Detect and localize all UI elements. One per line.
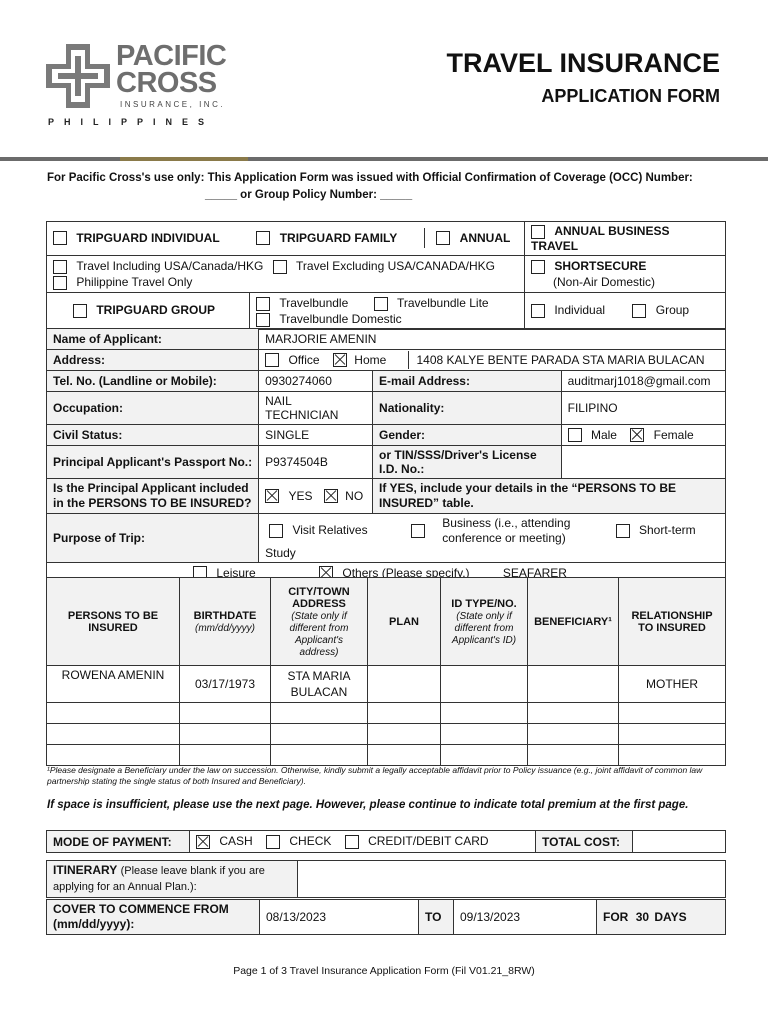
home-checkbox[interactable] (333, 353, 347, 367)
excl-usa-label: Travel Excluding USA/CANADA/HKG (296, 258, 495, 273)
address-label: Address: (47, 350, 259, 371)
col-birthdate-note: (mm/dd/yyyy) (195, 622, 255, 634)
tripguard-group-checkbox[interactable] (73, 304, 87, 318)
no-label: NO (345, 488, 364, 503)
tripguard-family-checkbox[interactable] (256, 231, 270, 245)
individual-group-cell (525, 292, 726, 329)
tripguard-family-label: TRIPGUARD FAMILY (279, 230, 398, 245)
cash-label: CASH (219, 834, 253, 849)
visit-relatives-checkbox[interactable] (269, 524, 283, 538)
short-term-study-label: Short-term Study (265, 523, 696, 560)
name-label: Name of Applicant: (47, 329, 259, 350)
civil-status-field[interactable]: SINGLE (259, 425, 373, 446)
purpose-label: Purpose of Trip: (47, 514, 259, 563)
email-label: E-mail Address: (373, 371, 562, 392)
annual-business-checkbox[interactable] (531, 225, 545, 239)
email-field[interactable]: auditmarj1018@gmail.com (561, 371, 725, 392)
yes-checkbox[interactable] (265, 489, 279, 503)
col-city-note: (State only if different from Applicant's address) (289, 610, 349, 658)
annual-business-cell (525, 222, 726, 256)
card-checkbox[interactable] (345, 835, 359, 849)
check-checkbox[interactable] (266, 835, 280, 849)
table-row (47, 703, 726, 724)
col-relationship: RELATIONSHIP TO INSURED (631, 609, 713, 634)
annual-checkbox[interactable] (436, 231, 450, 245)
occupation-label: Occupation: (47, 392, 259, 425)
civil-status-label: Civil Status: (47, 425, 259, 446)
check-label: CHECK (289, 834, 332, 849)
col-persons: PERSONS TO BE INSURED (67, 609, 159, 634)
shortsecure-label: SHORTSECURE (554, 258, 647, 273)
address-field[interactable]: 1408 KALYE BENTE PARADA STA MARIA BULACAN (416, 352, 705, 367)
col-plan: PLAN (389, 615, 419, 628)
table-row (47, 666, 726, 703)
incl-usa-checkbox[interactable] (53, 260, 67, 274)
header-rule (0, 157, 768, 161)
header-rule-accent (120, 157, 248, 161)
payment-table (46, 830, 726, 853)
form-subtitle: APPLICATION FORM (541, 86, 720, 106)
cover-from-field[interactable]: 08/13/2023 (260, 900, 419, 935)
days-field[interactable]: 30 (635, 910, 650, 924)
female-checkbox[interactable] (630, 428, 644, 442)
itinerary-field[interactable] (298, 861, 726, 898)
tel-field[interactable]: 0930274060 (259, 371, 373, 392)
brand-name-2: CROSS (116, 67, 217, 99)
nationality-label: Nationality: (373, 392, 562, 425)
excl-usa-checkbox[interactable] (273, 260, 287, 274)
others-label: Others (Please specify.) (342, 565, 470, 580)
gender-cell (561, 425, 725, 446)
col-id: ID TYPE/NO. (451, 597, 517, 610)
cover-label: COVER TO COMMENCE FROM (mm/dd/yyyy): (47, 900, 260, 935)
for-label: FOR (603, 910, 629, 924)
space-note: If space is insufficient, please use the next page. However, please continue to indicate total premium at the first page. (47, 799, 689, 811)
individual-checkbox[interactable] (531, 304, 545, 318)
plan-row-2 (47, 255, 525, 292)
plan-row-1 (47, 222, 525, 256)
no-checkbox[interactable] (324, 489, 338, 503)
shortsecure-checkbox[interactable] (531, 260, 545, 274)
row-name[interactable]: ROWENA AMENIN (47, 666, 180, 703)
plan-table (46, 221, 726, 330)
tripguard-group-label: TRIPGUARD GROUP (96, 303, 216, 318)
itinerary-note: (Please leave blank if you are applying for an Annual Plan.): (53, 865, 265, 893)
cover-table (46, 899, 726, 935)
itinerary-label: ITINERARY (53, 863, 118, 877)
company-logo (46, 42, 251, 132)
shortsecure-cell (525, 255, 726, 292)
included-note: If YES, include your details in the “PERSONS TO BE INSURED” table. (373, 479, 726, 514)
nationality-field[interactable]: FILIPINO (561, 392, 725, 425)
cash-checkbox[interactable] (196, 835, 210, 849)
business-checkbox[interactable] (411, 524, 425, 538)
table-row (47, 724, 726, 745)
cover-to-label: TO (419, 900, 454, 935)
tripguard-group-cell (47, 292, 250, 329)
office-use-line2: _____ or Group Policy Number: _____ (205, 189, 413, 201)
row-city[interactable]: STA MARIA BULACAN (271, 666, 368, 703)
insured-table (46, 577, 726, 766)
leisure-label: Leisure (216, 565, 256, 580)
brand-country: PHILIPPINES (48, 117, 215, 127)
annual-business-label: ANNUAL BUSINESS TRAVEL (531, 224, 670, 253)
tin-label: or TIN/SSS/Driver's License I.D. No.: (373, 446, 562, 479)
home-label: Home (354, 352, 387, 367)
incl-usa-label: Travel Including USA/Canada/HKG (76, 258, 264, 273)
purpose-options (259, 514, 726, 563)
total-cost-field[interactable] (633, 831, 726, 853)
travelbundle-cell (250, 292, 525, 329)
tripguard-individual-checkbox[interactable] (53, 231, 67, 245)
payment-options (190, 831, 536, 853)
applicant-name-field[interactable]: MARJORIE AMENIN (259, 329, 726, 350)
occupation-field[interactable]: NAIL TECHNICIAN (259, 392, 373, 425)
brand-name-1: PACIFIC (116, 40, 227, 72)
travelbundle-domestic-checkbox[interactable] (256, 313, 270, 327)
gender-label: Gender: (373, 425, 562, 446)
passport-field[interactable]: P9374504B (259, 446, 373, 479)
travelbundle-label: Travelbundle (279, 295, 349, 310)
male-checkbox[interactable] (568, 428, 582, 442)
passport-label: Principal Applicant's Passport No.: (47, 446, 259, 479)
office-label: Office (288, 352, 320, 367)
included-question: Is the Principal Applicant included in the PERSONS TO BE INSURED? (47, 479, 259, 514)
office-checkbox[interactable] (265, 353, 279, 367)
cover-days-cell (597, 900, 726, 935)
payment-label: MODE OF PAYMENT: (47, 831, 190, 853)
tel-label: Tel. No. (Landline or Mobile): (47, 371, 259, 392)
tripguard-individual-label: TRIPGUARD INDIVIDUAL (76, 230, 220, 245)
total-cost-label: TOTAL COST: (536, 831, 633, 853)
col-birthdate: BIRTHDATE (193, 609, 257, 622)
non-air-label: (Non-Air Domestic) (553, 274, 656, 289)
form-title: TRAVEL INSURANCE (446, 48, 720, 78)
individual-label: Individual (554, 303, 606, 318)
table-row (47, 745, 726, 766)
tin-field[interactable] (561, 446, 725, 479)
travelbundle-checkbox[interactable] (256, 297, 270, 311)
col-city: CITY/TOWN ADDRESS (288, 585, 350, 610)
group-checkbox[interactable] (632, 304, 646, 318)
female-label: Female (653, 427, 694, 442)
travelbundle-domestic-label: Travelbundle Domestic (279, 311, 402, 326)
col-beneficiary: BENEFICIARY¹ (534, 615, 612, 628)
row-birthdate[interactable]: 03/17/1973 (180, 666, 271, 703)
visit-relatives-label: Visit Relatives (292, 523, 368, 538)
business-label: Business (i.e., attending conference or meeting) (442, 516, 571, 545)
office-use-line1: For Pacific Cross's use only: This Application Form was issued with Official Confirmation of Coverage (OCC) Number: (47, 172, 693, 184)
row-relationship[interactable]: MOTHER (619, 666, 726, 703)
short-term-study-checkbox[interactable] (616, 524, 630, 538)
ph-only-checkbox[interactable] (53, 276, 67, 290)
brand-sub: INSURANCE, INC. (120, 100, 226, 109)
row-id[interactable] (441, 666, 528, 703)
male-label: Male (590, 427, 617, 442)
applicant-table (46, 328, 726, 584)
cross-logo-icon (46, 44, 110, 108)
card-label: CREDIT/DEBIT CARD (368, 834, 489, 849)
row-beneficiary[interactable] (528, 666, 619, 703)
others-value[interactable]: SEAFARER (502, 565, 567, 580)
itinerary-label-cell (47, 861, 298, 898)
yes-label: YES (288, 488, 313, 503)
group-label: Group (655, 303, 690, 318)
cover-to-field[interactable]: 09/13/2023 (454, 900, 597, 935)
included-answers (259, 479, 373, 514)
row-plan[interactable] (368, 666, 441, 703)
days-label: DAYS (654, 910, 687, 924)
travelbundle-lite-label: Travelbundle Lite (396, 295, 489, 310)
annual-label: ANNUAL (459, 230, 511, 245)
travelbundle-lite-checkbox[interactable] (374, 297, 388, 311)
page-footer: Page 1 of 3 Travel Insurance Application Form (Fil V01.21_8RW) (233, 965, 535, 977)
itinerary-table (46, 860, 726, 898)
insured-table-header (47, 578, 726, 666)
address-cell (259, 350, 726, 371)
beneficiary-footnote: ¹Please designate a Beneficiary under the law on succession. Otherwise, kindly submit a legally acceptable affidavit prior to Policy issuance (e.g., joint affidavit of common law partnership stating the single status of both Insured and Beneficiary). (47, 765, 703, 786)
ph-only-label: Philippine Travel Only (76, 274, 193, 289)
col-id-note: (State only if different from Applicant's ID) (451, 610, 517, 646)
